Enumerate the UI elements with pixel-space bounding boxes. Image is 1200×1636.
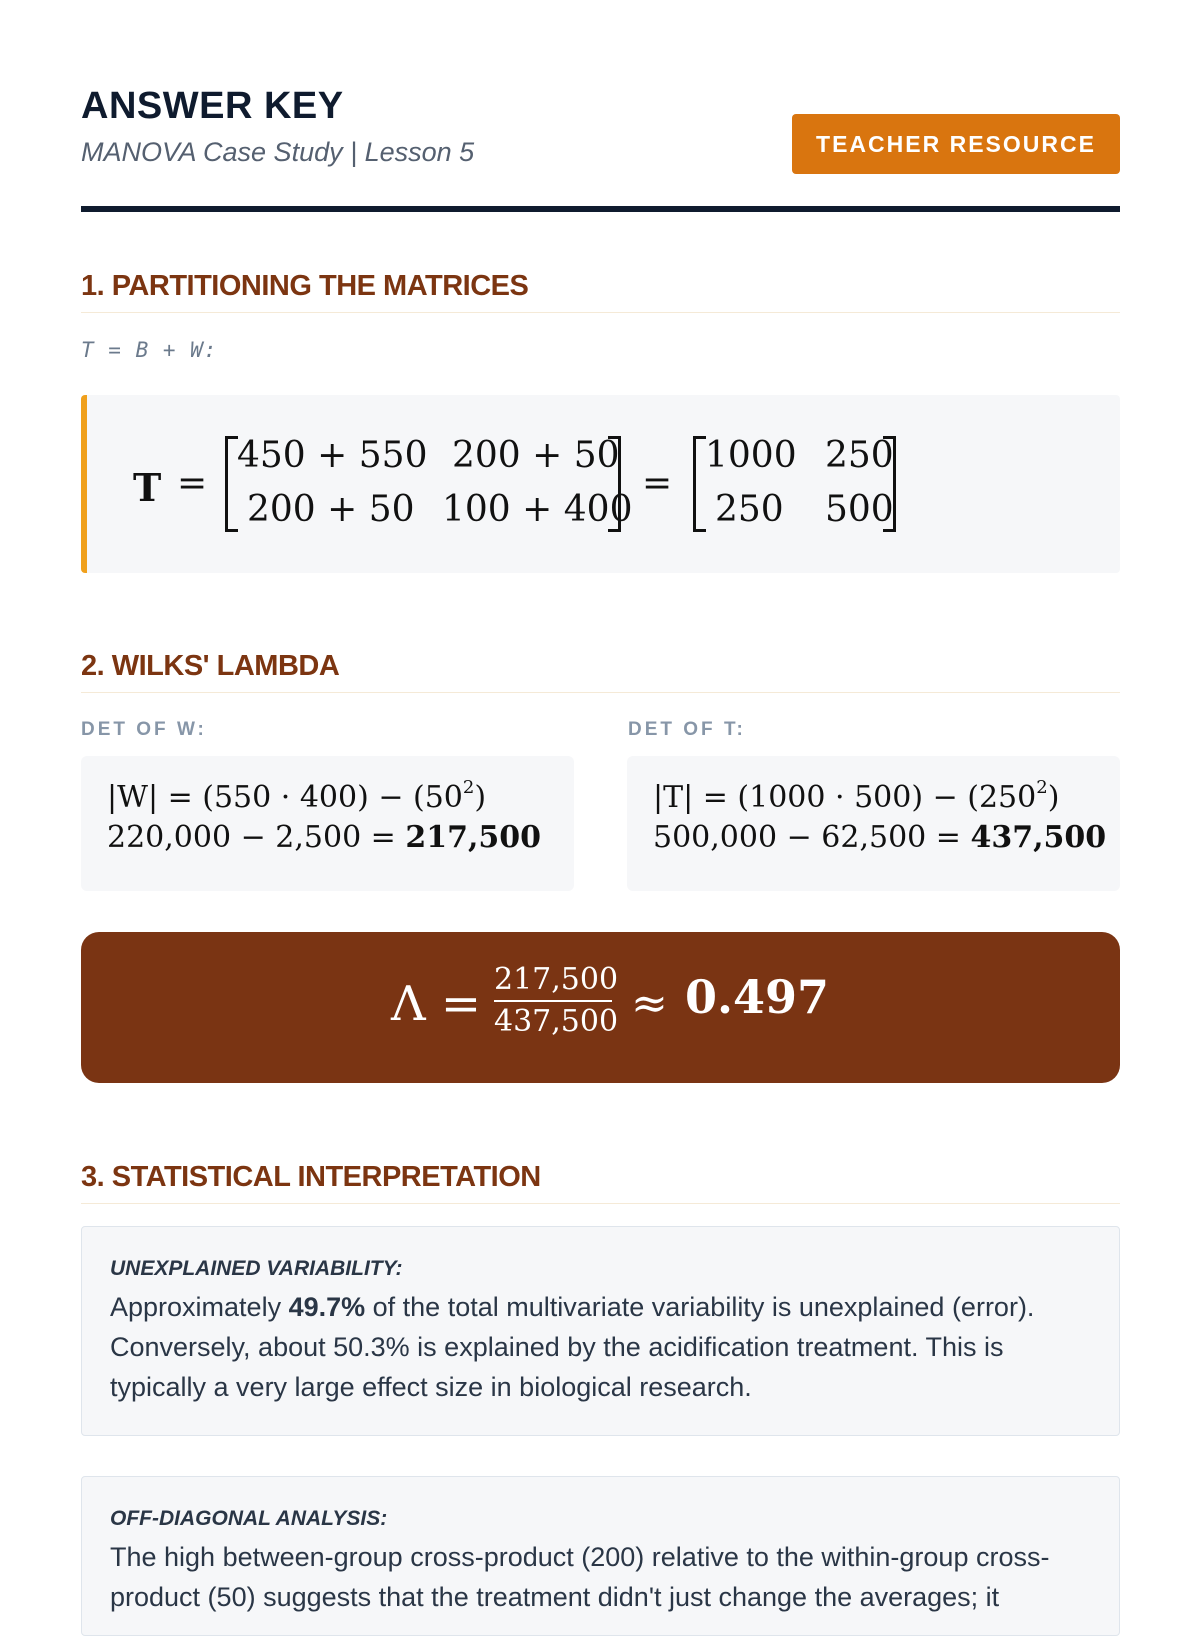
page-subtitle: MANOVA Case Study | Lesson 5 bbox=[81, 137, 475, 167]
card-title: UNEXPLAINED VARIABILITY: bbox=[110, 1257, 403, 1280]
matrix-cell: 100 + 400 bbox=[442, 489, 633, 530]
matrix-cell: 500 bbox=[825, 489, 894, 530]
det-t-label: DET OF T: bbox=[628, 719, 746, 740]
wilks-lambda-result bbox=[81, 932, 1120, 1083]
fraction-denominator: 437,500 bbox=[494, 1004, 619, 1039]
partition-note: T = B + W: bbox=[81, 338, 218, 362]
unexplained-variability-card bbox=[81, 1226, 1120, 1436]
right-bracket bbox=[883, 436, 896, 532]
card-title: OFF-DIAGONAL ANALYSIS: bbox=[110, 1507, 388, 1530]
lambda-fraction bbox=[494, 962, 619, 1040]
total-matrix-equation bbox=[81, 395, 1120, 573]
det-t-formula: $|T| = (1000 \cdot 500) - (250^2)$ bbox=[653, 777, 1060, 815]
fraction-bar bbox=[494, 1000, 612, 1002]
section-3-heading: 3. STATISTICAL INTERPRETATION bbox=[81, 1159, 1120, 1204]
matrix-cell: 200 + 50 bbox=[247, 489, 415, 530]
approx-sign: ≈ bbox=[631, 978, 668, 1029]
matrix-cell: 250 bbox=[715, 489, 784, 530]
teacher-resource-badge: TEACHER RESOURCE bbox=[792, 114, 1120, 174]
det-w-label: DET OF W: bbox=[81, 719, 207, 740]
right-bracket bbox=[608, 436, 621, 532]
section-1-heading: 1. PARTITIONING THE MATRICES bbox=[81, 268, 1120, 313]
answer-key-page bbox=[81, 0, 1120, 1612]
fraction-numerator: 217,500 bbox=[494, 962, 619, 997]
equals-sign: = bbox=[642, 463, 673, 504]
matrix-t-symbol: T bbox=[133, 465, 162, 510]
det-t-box bbox=[627, 756, 1120, 891]
off-diagonal-card bbox=[81, 1476, 1120, 1636]
matrix-cell: 1000 bbox=[705, 435, 797, 476]
det-t-result: 500,000 − 62,500 = 437,500 bbox=[653, 820, 1107, 855]
det-w-result: 220,000 − 2,500 = 217,500 bbox=[107, 820, 542, 855]
page-header bbox=[81, 84, 1120, 212]
page-title: ANSWER KEY bbox=[81, 85, 344, 127]
lambda-value: 0.497 bbox=[685, 970, 830, 1024]
matrix-cell: 200 + 50 bbox=[452, 435, 620, 476]
card-text: Approximately 49.7% of the total multivariate variability is unexplained (error). Conversely, about 50.3% is explained by the acidification treatment. This is typically a very large effect size in biological research. bbox=[110, 1292, 1035, 1402]
section-2-heading: 2. WILKS' LAMBDA bbox=[81, 648, 1120, 693]
equals-sign: = bbox=[177, 463, 208, 504]
matrix-cell: 250 bbox=[825, 435, 894, 476]
det-w-box bbox=[81, 756, 574, 891]
lambda-symbol: Λ = bbox=[391, 976, 482, 1032]
card-text: The high between-group cross-product (200) relative to the within-group cross-product (50) suggests that the treatment didn't just change the averages; it bbox=[110, 1542, 1050, 1612]
matrix-cell: 450 + 550 bbox=[237, 435, 428, 476]
det-w-formula: $|W| = (550 \cdot 400) - (50^2)$ bbox=[107, 777, 487, 815]
